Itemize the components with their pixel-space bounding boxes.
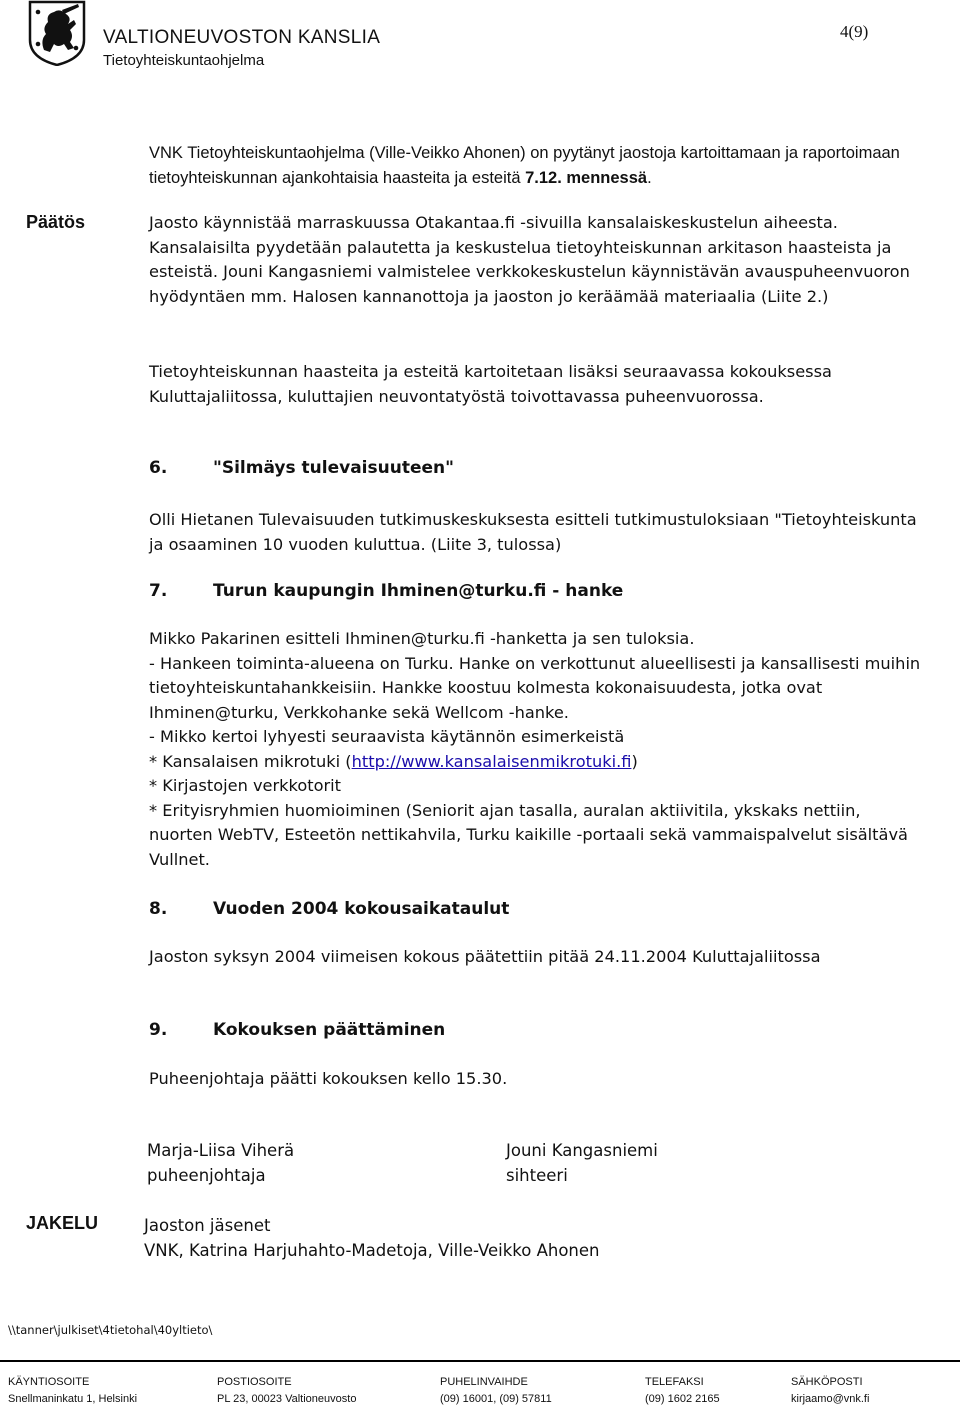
- coat-of-arms-lion-logo: [26, 0, 88, 66]
- section-8-title: Vuoden 2004 kokousaikataulut: [213, 899, 510, 919]
- footer-fax: [645, 1374, 720, 1408]
- section-8-heading: [149, 897, 929, 922]
- section-6-heading: [149, 456, 929, 481]
- section-7-example-3: * Erityisryhmien huomioiminen (Seniorit ajan tasalla, auralan aktiivitila, ykskaks nettiin, nuorten WebTV, Esteetön nettikahvila, Turku kaikille -portaali sekä vammaispalvelut sisältävä Vullnet.: [149, 800, 908, 869]
- decision-text-2: Tietoyhteiskunnan haasteita ja esteitä kartoitetaan lisäksi seuraavassa kokouksessa Kuluttajaliitossa, kuluttajien neuvontatyöstä toivottavassa puheenvuorossa.: [149, 362, 832, 406]
- footer-fax-value: (09) 1602 2165: [645, 1393, 720, 1405]
- page-number: 4(9): [840, 22, 869, 41]
- section-9-text: Puheenjohtaja päätti kokouksen kello 15.30.: [149, 1069, 508, 1088]
- section-7-title: Turun kaupungin Ihminen@turku.fi - hanke: [213, 581, 624, 601]
- chair-signature: [147, 1138, 294, 1188]
- intro-text: VNK Tietoyhteiskuntaohjelma (Ville-Veikko Ahonen) on pyytänyt jaostoja kartoittamaan ja raportoimaan tietoyhteiskunnan ajankohtaisia haasteita ja esteitä: [149, 144, 900, 187]
- footer-divider: [0, 1360, 960, 1362]
- file-path: \\tanner\julkiset\4tietohal\40yltieto\: [8, 1323, 213, 1337]
- intro-deadline: 7.12. mennessä: [525, 168, 648, 187]
- section-8-body: [149, 945, 929, 970]
- secretary-role: sihteeri: [506, 1166, 568, 1185]
- decision-text-1: Jaosto käynnistää marraskuussa Otakantaa.fi -sivuilla kansalaiskeskustelun aiheesta. Kansalaisilta pyydetään palautetta ja keskustelua tietoyhteiskunnan arkitason haasteista ja esteistä. Jouni Kangasniemi valmistelee verkkokeskustelun käynnistävän avauspuheenvuoron hyödyntäen mm. Halosen kannanottoja ja jaoston jo keräämää materiaalia (Liite 2.): [149, 213, 910, 306]
- chair-name: Marja-Liisa Viherä: [147, 1141, 295, 1160]
- footer-phone: [440, 1374, 552, 1408]
- kansalaisenmikrotuki-link[interactable]: http://www.kansalaisenmikrotuki.fi: [351, 751, 632, 771]
- footer-email: [791, 1374, 869, 1408]
- distribution-label: JAKELU: [26, 1213, 99, 1233]
- section-7-example-1: * Kansalaisen mikrotuki (http://www.kansalaisenmikrotuki.fi): [149, 751, 638, 771]
- distribution-line-1: Jaoston jäsenet: [144, 1216, 271, 1235]
- chair-role: puheenjohtaja: [147, 1166, 266, 1185]
- footer-visit-label: KÄYNTIOSOITE: [8, 1376, 90, 1388]
- intro-paragraph: [149, 141, 929, 190]
- footer-email-value: kirjaamo@vnk.fi: [791, 1393, 870, 1405]
- section-7-number: 7.: [149, 581, 168, 601]
- section-9-heading: [149, 1018, 929, 1043]
- secretary-name: Jouni Kangasniemi: [506, 1141, 658, 1160]
- section-7-line-3: - Mikko kertoi lyhyesti seuraavista käytännön esimerkeistä: [149, 727, 625, 746]
- footer-visit-address: [8, 1374, 137, 1408]
- footer-phone-label: PUHELINVAIHDE: [440, 1376, 528, 1388]
- section-7-line-1: Mikko Pakarinen esitteli Ihminen@turku.fi -hanketta ja sen tuloksia.: [149, 629, 695, 648]
- footer-visit-value: Snellmaninkatu 1, Helsinki: [8, 1393, 138, 1405]
- section-7-heading: [149, 579, 929, 604]
- footer-post-label: POSTIOSOITE: [217, 1376, 292, 1388]
- section-7-line-2: - Hankeen toiminta-alueena on Turku. Hanke on verkottunut alueellisesti ja kansallisesti muihin tietoyhteiskuntahankkeisiin. Hankke koostuu kolmesta kokonaisuudesta, jotka ovat Ihminen@turku, Verkkohanke sekä Wellcom -hanke.: [149, 653, 921, 722]
- section-9-number: 9.: [149, 1020, 168, 1040]
- section-8-text: Jaoston syksyn 2004 viimeisen kokous päätettiin pitää 24.11.2004 Kuluttajaliitossa: [149, 947, 821, 966]
- section-6-number: 6.: [149, 458, 168, 478]
- organization-name: VALTIONEUVOSTON KANSLIA: [103, 27, 381, 48]
- footer-post-value: PL 23, 00023 Valtioneuvosto: [217, 1393, 357, 1405]
- decision-paragraph-2: [149, 360, 929, 409]
- section-7-body: [149, 627, 929, 872]
- programme-name: Tietoyhteiskuntaohjelma: [103, 52, 265, 69]
- section-7-example-2: * Kirjastojen verkkotorit: [149, 776, 341, 795]
- section-6-text: Olli Hietanen Tulevaisuuden tutkimuskeskuksesta esitteli tutkimustuloksiaan "Tietoyhteiskunta ja osaaminen 10 vuoden kuluttua. (Liite 3, tulossa): [149, 510, 917, 554]
- distribution-list: [144, 1213, 599, 1263]
- secretary-signature: [506, 1138, 658, 1188]
- decision-paragraph-1: [149, 211, 929, 309]
- section-9-body: [149, 1067, 929, 1092]
- section-6-body: [149, 508, 929, 557]
- footer-email-label: SÄHKÖPOSTI: [791, 1376, 863, 1388]
- footer-fax-label: TELEFAKSI: [645, 1376, 704, 1388]
- section-8-number: 8.: [149, 899, 168, 919]
- decision-label: Päätös: [26, 212, 86, 232]
- footer-phone-value: (09) 16001, (09) 57811: [440, 1393, 552, 1405]
- section-6-title: "Silmäys tulevaisuuteen": [213, 458, 454, 478]
- footer-post-address: [217, 1374, 356, 1408]
- section-9-title: Kokouksen päättäminen: [213, 1020, 446, 1040]
- distribution-line-2: VNK, Katrina Harjuhahto-Madetoja, Ville-Veikko Ahonen: [144, 1241, 600, 1260]
- intro-end: .: [647, 168, 652, 187]
